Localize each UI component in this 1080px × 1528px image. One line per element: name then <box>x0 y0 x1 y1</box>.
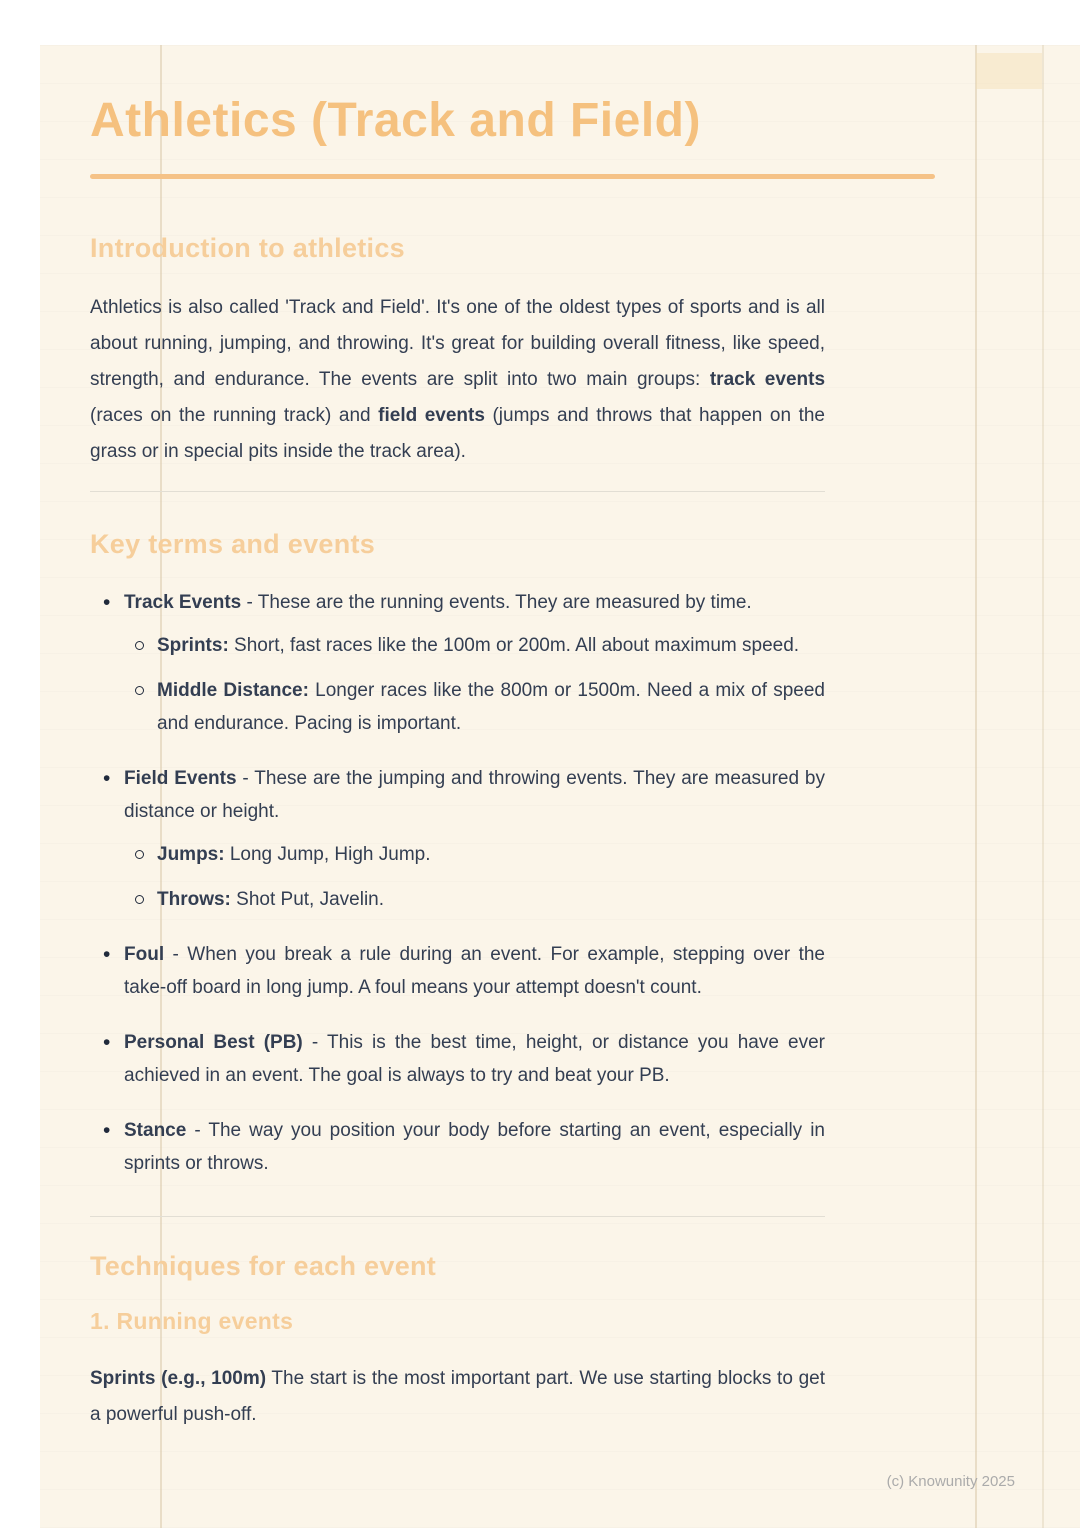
term-text: Long Jump, High Jump. <box>224 843 431 865</box>
sub-term-item-throws <box>124 883 825 916</box>
notebook-margin-line-right <box>975 45 977 1528</box>
term-text: Short, fast races like the 100m or 200m. All about maximum speed. <box>228 634 800 656</box>
term-lead: Middle Distance: <box>157 679 309 701</box>
term-item-track-events <box>90 586 825 740</box>
term-text: - When you break a rule during an event. For example, stepping over the take-off board in long jump. A foul means your attempt doesn't count. <box>124 943 825 998</box>
text-run-bold-field-events: field events <box>378 404 485 426</box>
sub-term-list <box>124 629 825 740</box>
techniques-paragraph <box>90 1361 825 1433</box>
intro-paragraph <box>90 290 825 470</box>
footer-credit: (c) Knowunity 2025 <box>886 1473 1015 1490</box>
text-run: (jumps and throws that happen on the grass or in special pits inside the track area). <box>90 404 825 462</box>
term-lead: Foul <box>124 943 165 965</box>
term-lead: Stance <box>124 1119 187 1141</box>
sub-term-item-jumps <box>124 838 825 871</box>
term-item-field-events <box>90 762 825 916</box>
text-run: Athletics is also called 'Track and Field'. It's one of the oldest types of sports and is all about running, jumping, and throwing. It's great for building overall fitness, like speed, strength, and endurance. The events are split into two main groups: <box>90 296 825 390</box>
term-text: - These are the running events. They are measured by time. <box>241 591 752 613</box>
section-heading-introduction: Introduction to athletics <box>90 232 405 263</box>
sub-term-item-sprints <box>124 629 825 662</box>
text-run: (races on the running track) and <box>90 404 379 426</box>
page-title: Athletics (Track and Field) <box>90 94 701 147</box>
section-divider <box>90 491 825 492</box>
term-text: - This is the best time, height, or distance you have ever achieved in an event. The goal is always to try and beat your PB. <box>124 1031 825 1086</box>
term-item-foul <box>90 938 825 1004</box>
notebook-margin-line-right-outer <box>1042 45 1044 1528</box>
sub-heading-running-events: 1. Running events <box>90 1307 294 1334</box>
term-item-stance <box>90 1114 825 1180</box>
term-text: - These are the jumping and throwing events. They are measured by distance or height. <box>124 767 825 822</box>
term-text: Shot Put, Javelin. <box>230 888 385 910</box>
term-lead: Throws: <box>157 888 231 910</box>
sub-term-item-middle-distance <box>124 674 825 740</box>
term-text: The start is the most important part. We use starting blocks to get a powerful push-off. <box>90 1367 825 1425</box>
term-lead: Jumps: <box>157 843 225 865</box>
term-text: - The way you position your body before starting an event, especially in sprints or throws. <box>124 1119 825 1174</box>
term-lead: Field Events <box>124 767 237 789</box>
term-lead: Track Events <box>124 591 242 613</box>
text-run-bold-track-events: track events <box>709 368 826 390</box>
section-divider <box>90 1216 825 1217</box>
term-item-personal-best <box>90 1026 825 1092</box>
section-heading-key-terms: Key terms and events <box>90 528 376 559</box>
term-lead: Sprints: <box>157 634 229 656</box>
term-lead: Personal Best (PB) <box>124 1031 303 1053</box>
section-heading-techniques: Techniques for each event <box>90 1250 437 1281</box>
sub-term-list <box>124 838 825 916</box>
document-content <box>90 45 935 1433</box>
title-underline <box>90 174 935 179</box>
term-text: Longer races like the 800m or 1500m. Need a mix of speed and endurance. Pacing is important. <box>157 679 825 734</box>
term-list <box>90 586 825 1180</box>
term-lead: Sprints (e.g., 100m) <box>90 1367 267 1389</box>
paper-corner-highlight <box>976 53 1042 89</box>
